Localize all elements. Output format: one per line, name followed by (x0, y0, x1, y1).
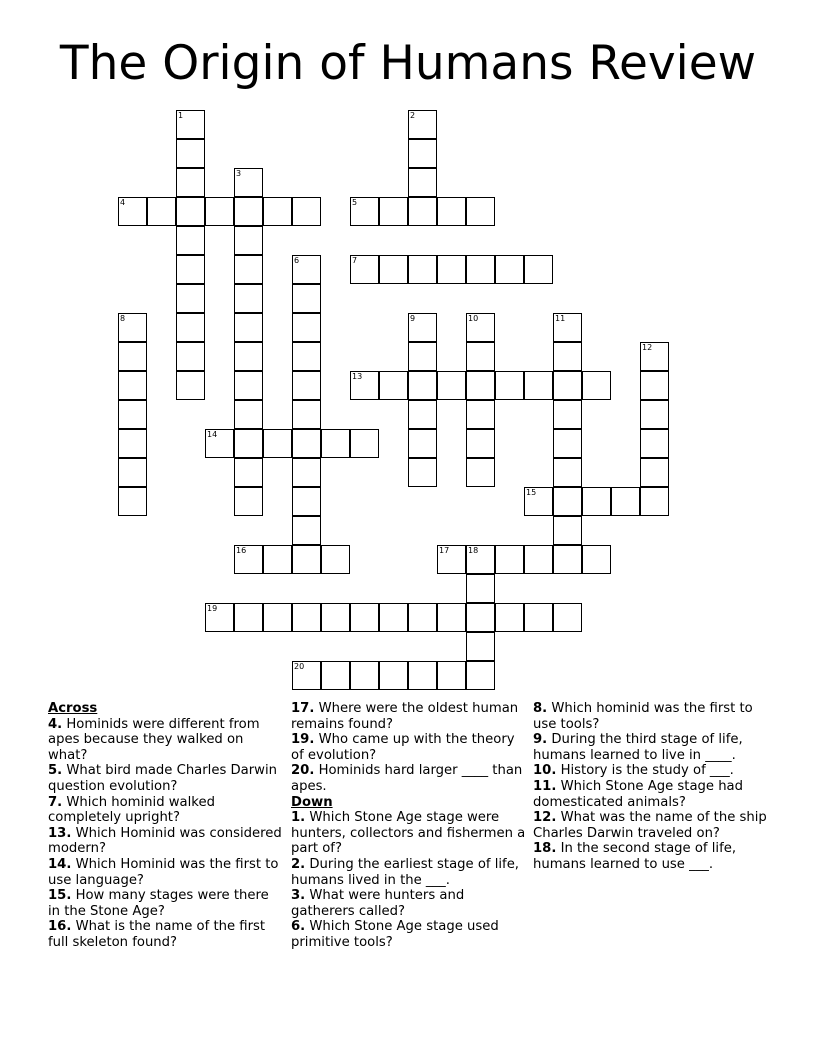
clue-item (291, 763, 527, 794)
crossword-cell[interactable] (118, 342, 147, 371)
crossword-cell[interactable] (466, 342, 495, 371)
clue-item (533, 763, 769, 779)
cell-number: 5 (352, 198, 358, 207)
crossword-cell[interactable] (524, 371, 553, 400)
crossword-cell[interactable] (582, 487, 611, 516)
crossword-cell[interactable] (408, 255, 437, 284)
crossword-cell[interactable] (292, 429, 321, 458)
crossword-cell[interactable] (408, 661, 437, 690)
crossword-cell[interactable] (408, 458, 437, 487)
crossword-cell[interactable] (176, 110, 205, 139)
clue-number: 12. (533, 810, 557, 826)
clue-item (533, 732, 769, 763)
cell-number: 6 (294, 256, 300, 265)
crossword-cell[interactable] (321, 545, 350, 574)
crossword-cell[interactable] (292, 603, 321, 632)
clue-number: 15. (48, 888, 72, 904)
crossword-cell[interactable] (234, 400, 263, 429)
clue-number: 20. (291, 763, 315, 779)
clue-column-1 (48, 701, 284, 951)
cell-number: 14 (207, 430, 218, 439)
clue-number: 7. (48, 794, 63, 810)
crossword-cell[interactable] (466, 313, 495, 342)
clue-text: Which Stone Age stage were hunters, collectors and fishermen a part of? (291, 810, 526, 857)
crossword-cell[interactable] (553, 458, 582, 487)
crossword-cell[interactable] (553, 400, 582, 429)
clue-number: 14. (48, 856, 72, 872)
clue-text: Which Stone Age stage used primitive tools? (291, 919, 499, 950)
cell-number: 1 (178, 111, 184, 120)
clue-item (48, 717, 284, 764)
cell-number: 12 (642, 343, 653, 352)
crossword-cell[interactable] (437, 661, 466, 690)
crossword-cell[interactable] (292, 313, 321, 342)
crossword-cell[interactable] (437, 603, 466, 632)
clue-text: During the third stage of life, humans learned to live in ____. (533, 732, 743, 763)
clue-number: 11. (533, 778, 557, 794)
crossword-cell[interactable] (408, 110, 437, 139)
cell-number: 8 (120, 314, 126, 323)
crossword-cell[interactable] (582, 545, 611, 574)
crossword-cell[interactable] (176, 139, 205, 168)
crossword-cell[interactable] (176, 342, 205, 371)
crossword-cell[interactable] (553, 487, 582, 516)
clue-number: 4. (48, 716, 63, 732)
crossword-cell[interactable] (234, 603, 263, 632)
clue-text: Which Hominid was considered modern? (48, 825, 282, 857)
clue-number: 19. (291, 732, 315, 748)
crossword-cell[interactable] (437, 545, 466, 574)
clue-text: What bird made Charles Darwin question evolution? (48, 763, 277, 794)
crossword-cell[interactable] (176, 168, 205, 197)
crossword-cell[interactable] (408, 139, 437, 168)
crossword-cell[interactable] (408, 429, 437, 458)
crossword-cell[interactable] (553, 342, 582, 371)
crossword-cell[interactable] (640, 487, 669, 516)
crossword-cell[interactable] (640, 342, 669, 371)
crossword-cell[interactable] (118, 487, 147, 516)
crossword-cell[interactable] (408, 371, 437, 400)
crossword-cell[interactable] (379, 255, 408, 284)
crossword-cell[interactable] (176, 284, 205, 313)
clue-text: History is the study of ___. (556, 763, 734, 779)
crossword-cell[interactable] (321, 429, 350, 458)
cell-number: 11 (555, 314, 566, 323)
crossword-cell[interactable] (495, 255, 524, 284)
crossword-cell[interactable] (234, 429, 263, 458)
cell-number: 7 (352, 256, 358, 265)
clue-number: 3. (291, 888, 306, 904)
crossword-cell[interactable] (553, 516, 582, 545)
crossword-cell[interactable] (234, 371, 263, 400)
crossword-cell[interactable] (379, 371, 408, 400)
clue-heading: Down (291, 794, 333, 810)
crossword-cell[interactable] (466, 661, 495, 690)
crossword-cell[interactable] (553, 313, 582, 342)
crossword-cell[interactable] (234, 487, 263, 516)
crossword-cell[interactable] (640, 429, 669, 458)
crossword-cell[interactable] (350, 603, 379, 632)
crossword-cell[interactable] (466, 255, 495, 284)
crossword-cell[interactable] (408, 197, 437, 226)
clue-text: Which Hominid was the first to use language? (48, 856, 279, 888)
clue-number: 9. (533, 732, 548, 748)
clue-text: Hominids were different from apes because they walked on what? (48, 716, 260, 763)
clue-number: 8. (533, 701, 548, 716)
crossword-cell[interactable] (263, 197, 292, 226)
crossword-cell[interactable] (379, 603, 408, 632)
cell-number: 4 (120, 198, 126, 207)
clue-item (533, 810, 769, 841)
cell-number: 15 (526, 488, 537, 497)
crossword-cell[interactable] (466, 197, 495, 226)
clue-item (48, 919, 284, 950)
clue-item (291, 919, 527, 950)
crossword-cell[interactable] (408, 603, 437, 632)
crossword-cell[interactable] (553, 371, 582, 400)
clue-item (291, 888, 527, 919)
cell-number: 20 (294, 662, 305, 671)
crossword-cell[interactable] (466, 603, 495, 632)
clue-column-3 (533, 701, 769, 873)
clue-item (48, 826, 284, 857)
crossword-cell[interactable] (553, 429, 582, 458)
crossword-cell[interactable] (234, 226, 263, 255)
clue-number: 10. (533, 763, 557, 779)
crossword-cell[interactable] (234, 284, 263, 313)
crossword-cell[interactable] (234, 545, 263, 574)
crossword-cell[interactable] (466, 429, 495, 458)
cell-number: 17 (439, 546, 450, 555)
clue-number: 5. (48, 763, 63, 779)
crossword-cell[interactable] (466, 632, 495, 661)
crossword-cell[interactable] (176, 255, 205, 284)
crossword-cell[interactable] (379, 661, 408, 690)
crossword-cell[interactable] (118, 429, 147, 458)
crossword-cell[interactable] (292, 545, 321, 574)
crossword-cell[interactable] (292, 342, 321, 371)
clue-text: What were hunters and gatherers called? (291, 888, 465, 919)
crossword-cell[interactable] (466, 458, 495, 487)
crossword-cell[interactable] (524, 255, 553, 284)
crossword-cell[interactable] (292, 197, 321, 226)
crossword-cell[interactable] (176, 313, 205, 342)
clue-number: 17. (291, 701, 315, 716)
crossword-cell[interactable] (292, 255, 321, 284)
crossword-cell[interactable] (292, 371, 321, 400)
crossword-cell[interactable] (234, 342, 263, 371)
crossword-cell[interactable] (437, 255, 466, 284)
crossword-cell[interactable] (350, 371, 379, 400)
clue-text: What was the name of the ship Charles Darwin traveled on? (533, 810, 767, 841)
crossword-cell[interactable] (205, 197, 234, 226)
crossword-cell[interactable] (408, 342, 437, 371)
clue-item (291, 857, 527, 888)
crossword-cell[interactable] (408, 313, 437, 342)
crossword-cell[interactable] (205, 603, 234, 632)
cell-number: 13 (352, 372, 363, 381)
crossword-cell[interactable] (408, 400, 437, 429)
crossword-cell[interactable] (234, 313, 263, 342)
clue-number: 2. (291, 856, 306, 872)
crossword-cell[interactable] (437, 197, 466, 226)
crossword-cell[interactable] (118, 197, 147, 226)
crossword-cell[interactable] (466, 574, 495, 603)
clue-text: Who came up with the theory of evolution? (291, 732, 515, 763)
clue-text: Which Stone Age stage had domesticated animals? (533, 778, 744, 810)
clue-text: What is the name of the first full skeleton found? (48, 919, 266, 950)
clue-item (48, 763, 284, 794)
crossword-cell[interactable] (292, 458, 321, 487)
crossword-cell[interactable] (292, 661, 321, 690)
crossword-cell[interactable] (234, 255, 263, 284)
crossword-cell[interactable] (466, 545, 495, 574)
clue-text: Which hominid was the first to use tools? (533, 701, 753, 732)
crossword-cell[interactable] (524, 487, 553, 516)
crossword-cell[interactable] (176, 197, 205, 226)
crossword-cell[interactable] (553, 603, 582, 632)
crossword-cell[interactable] (524, 603, 553, 632)
crossword-cell[interactable] (466, 371, 495, 400)
crossword-cell[interactable] (379, 197, 408, 226)
crossword-cell[interactable] (118, 458, 147, 487)
crossword-cell[interactable] (118, 371, 147, 400)
crossword-cell[interactable] (205, 429, 234, 458)
crossword-cell[interactable] (466, 400, 495, 429)
crossword-cell[interactable] (495, 371, 524, 400)
clue-text: During the earliest stage of life, humans lived in the ___. (291, 856, 520, 888)
crossword-cell[interactable] (553, 545, 582, 574)
clue-item (291, 732, 527, 763)
crossword-cell[interactable] (582, 371, 611, 400)
crossword-cell[interactable] (234, 458, 263, 487)
clue-item (48, 888, 284, 919)
crossword-cell[interactable] (118, 313, 147, 342)
clue-text: In the second stage of life, humans learned to use ___. (533, 841, 737, 872)
crossword-cell[interactable] (292, 400, 321, 429)
page-title: The Origin of Humans Review (59, 36, 757, 91)
crossword-cell[interactable] (176, 226, 205, 255)
clue-number: 16. (48, 919, 72, 935)
crossword-cell[interactable] (495, 545, 524, 574)
crossword-cell[interactable] (263, 603, 292, 632)
crossword-cell[interactable] (350, 661, 379, 690)
crossword-cell[interactable] (292, 284, 321, 313)
crossword-cell[interactable] (147, 197, 176, 226)
cell-number: 10 (468, 314, 479, 323)
clue-text: How many stages were there in the Stone Age? (48, 888, 269, 919)
crossword-cell[interactable] (524, 545, 553, 574)
crossword-cell[interactable] (350, 429, 379, 458)
clue-number: 13. (48, 825, 72, 841)
crossword-cell[interactable] (263, 429, 292, 458)
clue-item (291, 701, 527, 732)
cell-number: 18 (468, 546, 479, 555)
clue-item (533, 779, 769, 810)
clue-item (48, 857, 284, 888)
cell-number: 19 (207, 604, 218, 613)
clue-number: 6. (291, 919, 306, 935)
clue-text: Which hominid walked completely upright? (48, 794, 215, 826)
cell-number: 16 (236, 546, 247, 555)
crossword-cell[interactable] (176, 371, 205, 400)
crossword-cell[interactable] (263, 545, 292, 574)
crossword-cell[interactable] (118, 400, 147, 429)
clue-number: 1. (291, 810, 306, 826)
crossword-cell[interactable] (495, 603, 524, 632)
clue-text: Where were the oldest human remains found? (291, 701, 519, 732)
crossword-cell[interactable] (321, 603, 350, 632)
clue-column-2 (291, 701, 527, 951)
crossword-cell[interactable] (292, 487, 321, 516)
crossword-cell[interactable] (321, 661, 350, 690)
crossword-cell[interactable] (437, 371, 466, 400)
crossword-cell[interactable] (350, 255, 379, 284)
clue-item (48, 795, 284, 826)
clue-item (291, 810, 527, 857)
cell-number: 3 (236, 169, 242, 178)
clue-number: 18. (533, 841, 557, 857)
crossword-cell[interactable] (234, 197, 263, 226)
clue-heading: Across (48, 701, 98, 716)
crossword-cell[interactable] (408, 168, 437, 197)
crossword-cell[interactable] (640, 400, 669, 429)
clue-text: Hominids hard larger ____ than apes. (291, 763, 523, 794)
cell-number: 9 (410, 314, 416, 323)
crossword-cell[interactable] (611, 487, 640, 516)
crossword-cell[interactable] (292, 516, 321, 545)
clue-item (533, 841, 769, 872)
cell-number: 2 (410, 111, 416, 120)
crossword-cell[interactable] (640, 458, 669, 487)
crossword-cell[interactable] (640, 371, 669, 400)
clue-item (533, 701, 769, 732)
crossword-cell[interactable] (234, 168, 263, 197)
crossword-cell[interactable] (350, 197, 379, 226)
